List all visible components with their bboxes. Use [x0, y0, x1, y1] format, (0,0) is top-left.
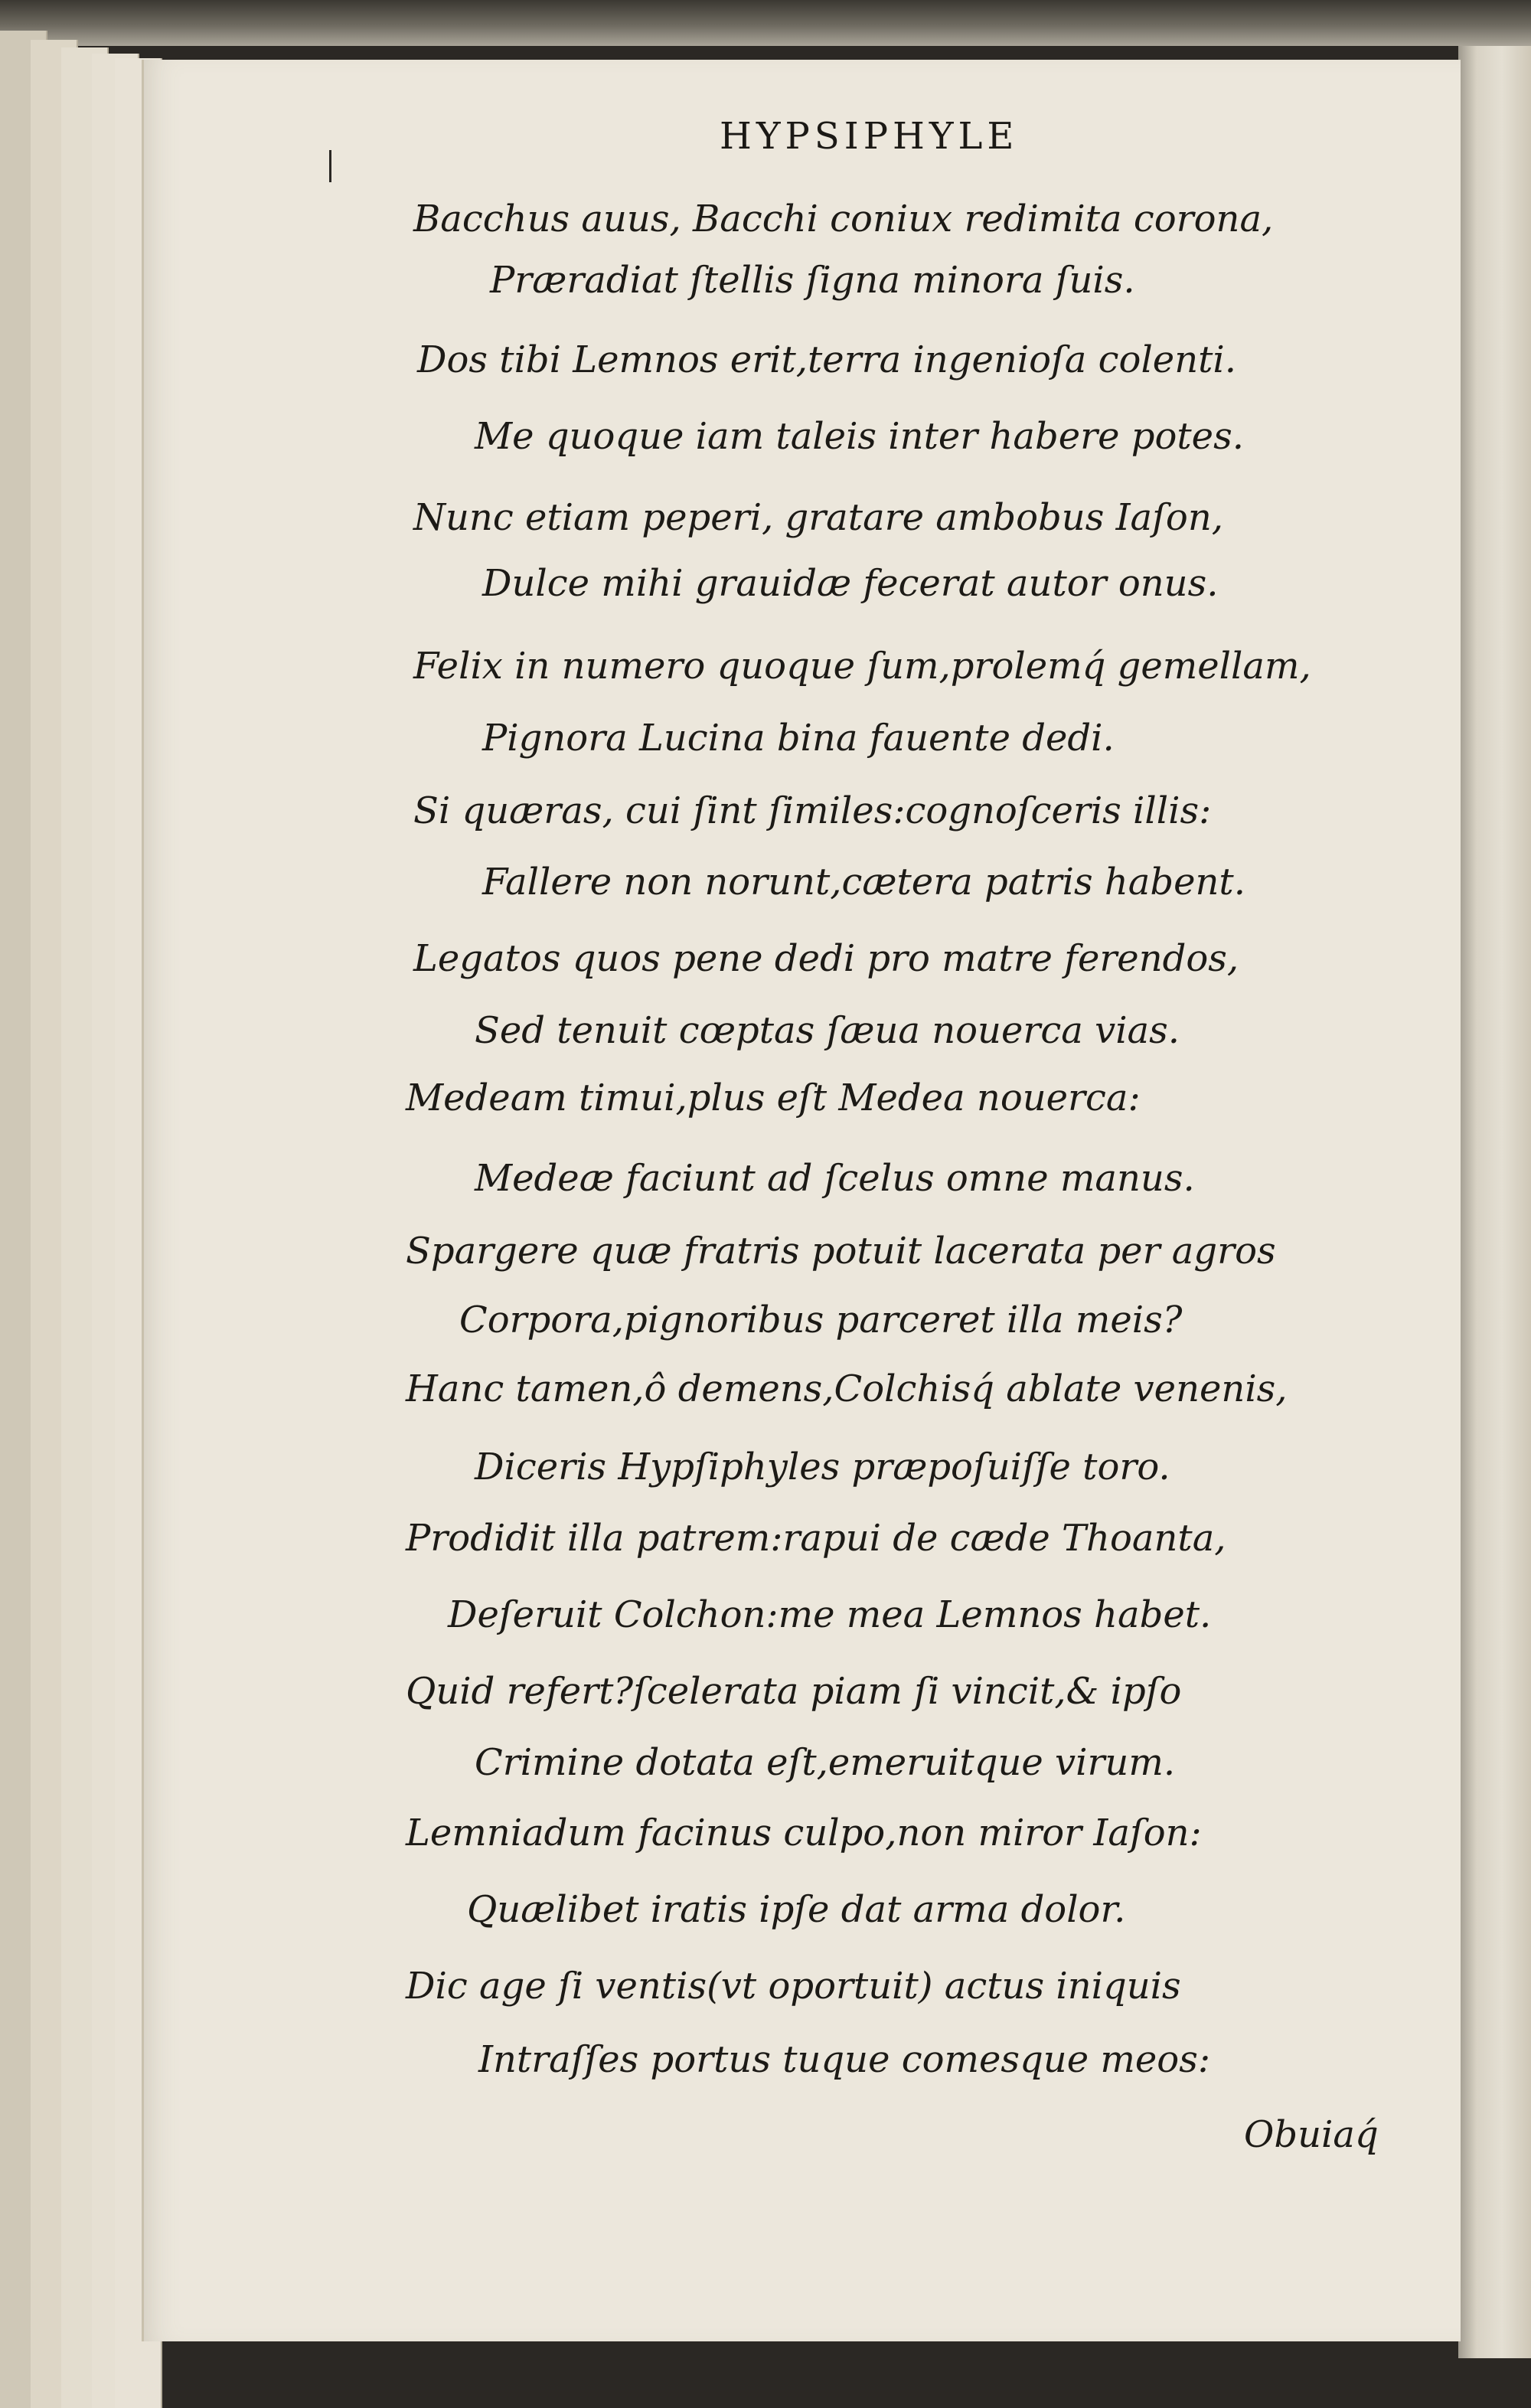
verse-line: Dic age ſi ventis(vt oportuit) actus iniquis [406, 1965, 1181, 2008]
verse-line: Diceris Hypſiphyles præpoſuiſſe toro. [475, 1446, 1170, 1488]
verse-line: Quælibet iratis ipſe dat arma dolor. [467, 1888, 1126, 1931]
verse-line: Prodidit illa patrem:rapui de cæde Thoanta, [406, 1517, 1226, 1560]
verse-line: Dos tibi Lemnos erit,terra ingenioſa colenti. [417, 338, 1237, 381]
verse-line: Legatos quos pene dedi pro matre ferendos, [413, 937, 1239, 980]
verse-line: Fallere non norunt,cætera patris habent. [482, 861, 1245, 903]
verse-line: Spargere quæ fratris potuit lacerata per agros [406, 1230, 1276, 1273]
verse-line: Quid refert?ſcelerata piam ſi vincit,& ipſo [406, 1670, 1182, 1713]
verse-line: Hanc tamen,ô demens,Colchisq́ ablate venenis, [406, 1367, 1288, 1410]
verse-line: Corpora,pignoribus parceret illa meis? [459, 1299, 1183, 1341]
verse-line: Præradiat ſtellis ſigna minora ſuis. [490, 259, 1135, 302]
catchword: Obuiaq́ [1244, 2113, 1379, 2156]
verse-line: Medeæ faciunt ad ſcelus omne manus. [475, 1157, 1195, 1200]
verse-line: Medeam timui,plus eſt Medea nouerca: [406, 1077, 1141, 1119]
running-head: HYPSIPHYLE [720, 115, 1019, 158]
verse-line: Lemniadum facinus culpo,non miror Iaſon: [406, 1812, 1202, 1854]
verse-line: Bacchus auus, Bacchi coniux redimita corona, [413, 198, 1274, 240]
verse-line: Felix in numero quoque ſum,prolemq́ gemellam, [413, 645, 1311, 688]
verse-line: Crimine dotata eſt,emeruitque virum. [475, 1741, 1176, 1784]
verse-line: Me quoque iam taleis inter habere potes. [475, 415, 1244, 458]
verse-line: Si quæras, cui ſint ſimiles:cognoſceris illis: [413, 789, 1212, 832]
verse-line: Nunc etiam peperi, gratare ambobus Iaſon, [413, 496, 1223, 539]
verse-line: Intraſſes portus tuque comesque meos: [478, 2038, 1210, 2081]
verse-line: Dulce mihi grauidæ fecerat autor onus. [482, 562, 1219, 605]
verse-line: Deſeruit Colchon:me mea Lemnos habet. [448, 1593, 1212, 1636]
verse-line: Sed tenuit cœptas ſæua nouerca vias. [475, 1009, 1180, 1052]
verse-line: Pignora Lucina bina fauente dedi. [482, 717, 1115, 760]
